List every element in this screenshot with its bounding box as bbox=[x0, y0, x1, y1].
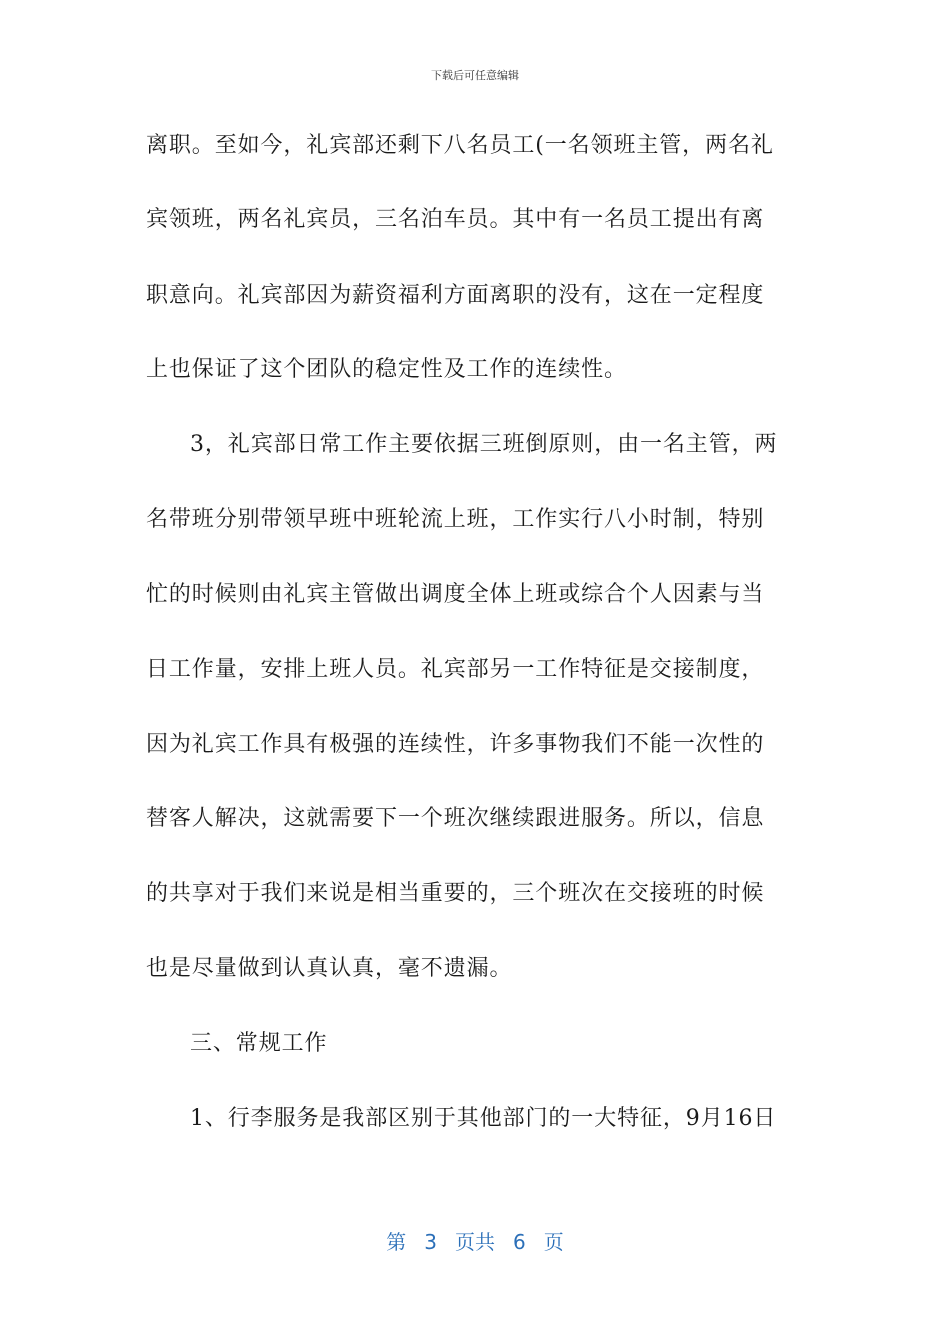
footer-prefix: 第 bbox=[386, 1230, 407, 1254]
text-line: 也是尽量做到认真认真，毫不遗漏。 bbox=[146, 956, 513, 981]
current-page-number: 3 bbox=[424, 1230, 437, 1254]
section-heading: 三、常规工作 bbox=[190, 1031, 328, 1056]
page-number-footer bbox=[0, 1226, 950, 1255]
text-line: 忙的时候则由礼宾主管做出调度全体上班或综合个人因素与当 bbox=[146, 582, 765, 607]
footer-middle: 页共 bbox=[455, 1230, 495, 1254]
page-header-note: 下载后可任意编辑 bbox=[431, 69, 519, 82]
text-line: 日工作量，安排上班人员。礼宾部另一工作特征是交接制度， bbox=[146, 657, 765, 682]
text-line: 替客人解决，这就需要下一个班次继续跟进服务。所以，信息 bbox=[146, 806, 765, 831]
text-line: 上也保证了这个团队的稳定性及工作的连续性。 bbox=[146, 357, 627, 382]
text-line: 名带班分别带领早班中班轮流上班，工作实行八小时制，特别 bbox=[146, 507, 765, 532]
text-line: 3，礼宾部日常工作主要依据三班倒原则，由一名主管，两 bbox=[190, 432, 778, 457]
text-line: 离职。至如今，礼宾部还剩下八名员工(一名领班主管，两名礼 bbox=[146, 133, 774, 158]
text-line: 1、行李服务是我部区别于其他部门的一大特征，9月16日 bbox=[190, 1106, 777, 1131]
total-pages-number: 6 bbox=[513, 1230, 526, 1254]
text-line: 职意向。礼宾部因为薪资福利方面离职的没有，这在一定程度 bbox=[146, 283, 765, 308]
text-line: 宾领班，两名礼宾员，三名泊车员。其中有一名员工提出有离 bbox=[146, 207, 765, 232]
footer-suffix: 页 bbox=[543, 1230, 564, 1254]
text-line: 因为礼宾工作具有极强的连续性，许多事物我们不能一次性的 bbox=[146, 732, 765, 757]
text-line: 的共享对于我们来说是相当重要的，三个班次在交接班的时候 bbox=[146, 881, 765, 906]
